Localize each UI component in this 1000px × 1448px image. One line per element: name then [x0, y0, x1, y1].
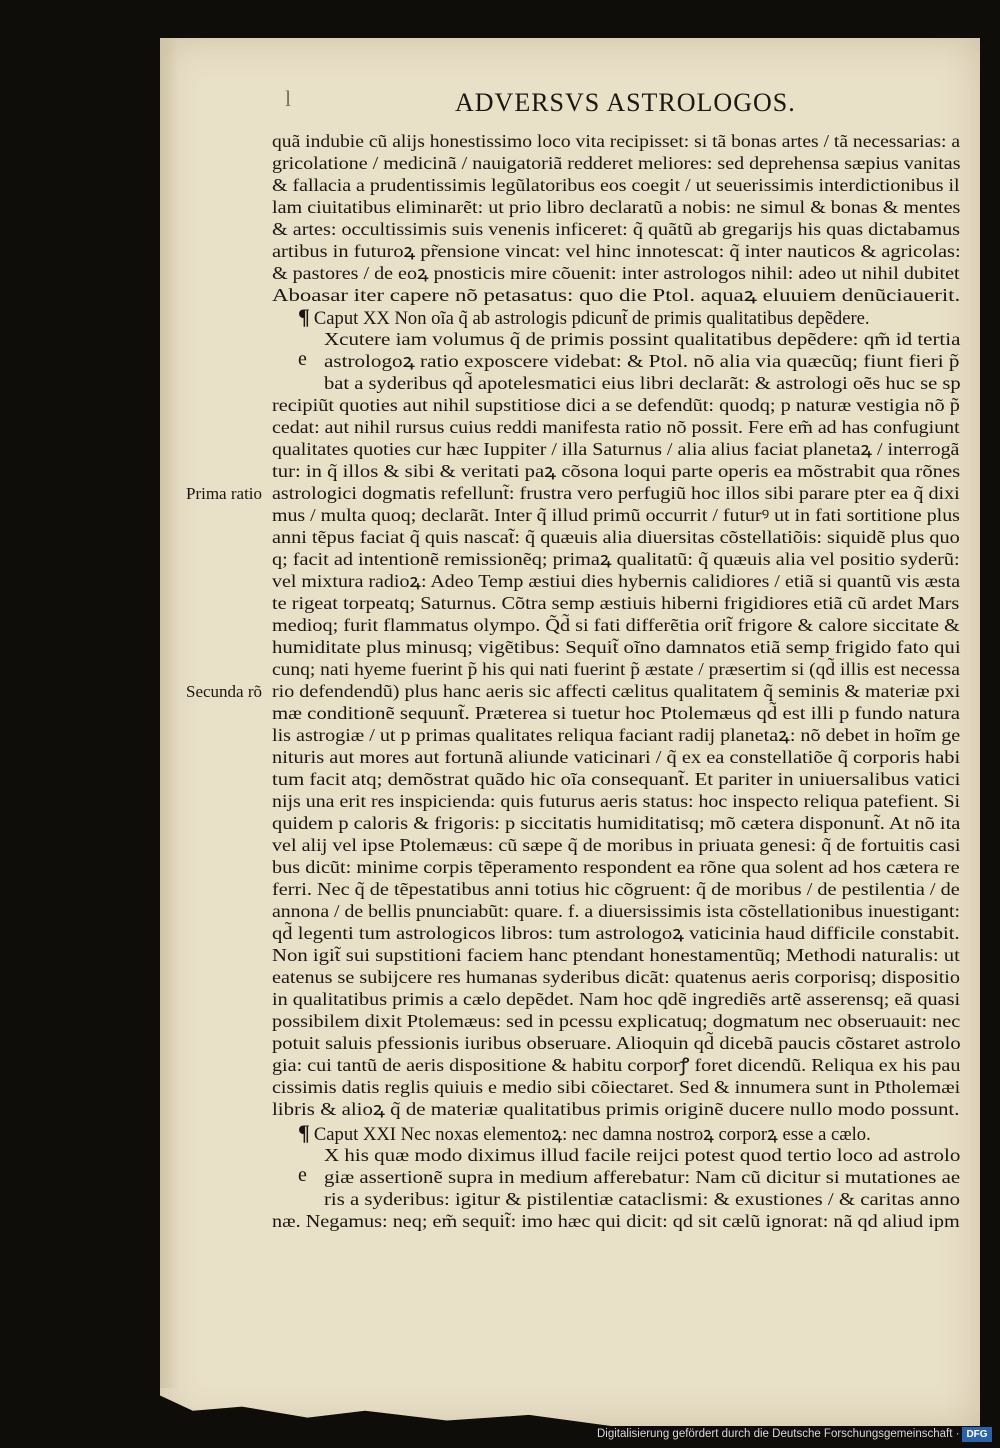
text-line: cunq; nati hyeme fuerint p̃ his qui nati fuerint p̃ æstate / præsertim si (qd̃ illis est necessa: [272, 659, 960, 679]
text-line: cedat: aut nihil rursus cuius reddi manifesta ratio nõ possit. Fere em̃ ad has confugiunt: [272, 417, 960, 437]
text-line: nijs una erit res inspicienda: quis futurus aeris status: hoc inspecto reliqua patefient. Si: [272, 791, 961, 811]
text-line: tur: in q̃ illos & sibi & veritati paꝝ cõsona loqui parte operis ea mõstrabit qua rõnes: [272, 461, 961, 481]
chapter-label: Caput XX: [313, 308, 390, 329]
text-line: eatenus se subijcere res humanas syderibus dicãt: quatenus aeris corporisq; dispositio: [272, 967, 961, 987]
text-line: in qualitatibus primis a cælo depẽdet. Nam hoc qdẽ ingrediẽs artẽ asserensq; eã quasi: [272, 989, 961, 1009]
text-line: mus / multa quoq; declarãt. Inter q̃ illud primũ occurrit / futurꝰ ut in fati sortitione plus: [272, 505, 960, 525]
chapter-title: Nec noxas elementoꝝ: nec damna nostroꝝ corporꝝ esse a cælo.: [400, 1124, 871, 1145]
initial-letter-guide: e: [298, 1164, 307, 1186]
text-line: qd̃ legenti tum astrologicos libros: tum astrologoꝝ vaticinia haud difficile constabit.: [272, 923, 960, 943]
chapter-title: Non oĩa q̃ ab astrologis pdicunt̃ de primis qualitatibus depẽdere.: [394, 308, 870, 329]
text-line: bus dicũt: minime corpis tẽperamento respondent ea rõne qua solent ad hos cætera re: [272, 857, 960, 877]
text-line: tum facit atq; demõstrat quãdo hic oĩa consequant̃. Et pariter in uniuersalibus vatici: [272, 769, 961, 789]
initial-letter-guide: e: [298, 348, 307, 370]
header-mark: l: [285, 86, 292, 111]
text-line: quidem p caloris & frigoris: p siccitatis humiditatisq; mõ cætera disponunt̃. At nõ ita: [272, 813, 961, 833]
text-line: astrologici dogmatis refellunt̃: frustra vero perfugiũ hoc illos sibi parare pter ea q̃ dixi: [272, 483, 960, 503]
chapter-label: Caput XXI: [313, 1124, 397, 1145]
text-line: anni tẽpus faciat q̃ quis nascat̃: q̃ quæuis alia diuersitas cõstellatiõis: siquidẽ plus quo: [272, 527, 960, 547]
text-line: possibilem dixit Ptolemæus: sed in pcessu explicatuq; dogmatum nec obseruauit: nec: [272, 1011, 961, 1031]
paragraph-mark: ¶: [298, 1120, 310, 1145]
running-head: ADVERSVS ASTROLOGOS.: [455, 88, 796, 117]
text-line: artibus in futuroꝝ pr̃ensione vincat: vel hinc innotescat: q̃ inter nauticos & agricolas:: [272, 241, 961, 261]
text-line: Non igit̃ sui supstitioni faciem hanc ptendant honestamentũq; Methodi naturalis: ut: [272, 945, 960, 965]
text-line: recipiũt quoties aut nihil supstitiose dici a se defendũt: quodq; p naturæ vestigia nõ p̃: [272, 395, 960, 415]
text-line: mæ conditionẽ sequunt̃. Præterea si tuetur hoc Ptolemæus qd̃ est illi p fundo natura: [272, 703, 960, 723]
text-line: ris a syderibus: igitur & pistilentiæ cataclismi: & exustiones / & caritas anno: [324, 1189, 961, 1209]
text-line: næ. Negamus: neq; em̃ sequit̃: imo hæc qui dicit: qd sit cælũ ignorat: nã qd aliud ipm: [272, 1211, 960, 1231]
page-gutter-shadow: [160, 38, 178, 1388]
text-line: nituris aut mores aut fortunã aliunde vaticinari / q̃ ex ea constellatiõe q̃ corporis habi: [272, 747, 961, 767]
text-line: gia: cui tantũ de aeris dispositione & habitu corporꝭ foret dicendũ. Reliqua ex his pau: [272, 1055, 961, 1075]
text-line: te rigeat torpeatq; Saturnus. Cõtra semp æstiuis hiberni frigidiores etiã cũ ardet Mars: [272, 593, 960, 613]
text-line: medioq; furit flammatus olympo. Q̃d̃ si fati differẽtia orit̃ frigore & calore siccitate &: [272, 615, 960, 635]
text-line: libris & alioꝝ q̃ de materiæ qualitatibus primis originẽ ducere nullo modo possunt.: [272, 1099, 960, 1119]
margin-note-secunda-ratio: Secunda rõ: [186, 682, 263, 701]
digitization-credit: Digitalisierung gefördert durch die Deutsche Forschungsgemeinschaft ·: [597, 1428, 960, 1440]
text-line: annona / de bellis pnunciabũt: quare. f. a diuersissimis ista cõstellationibus inuestigant:: [272, 901, 960, 921]
text-line: & pastores / de eoꝝ pnosticis mire cõuenit: inter astrologos nihil: adeo ut nihil dubitet: [272, 263, 960, 283]
text-line: lis astrogiæ / ut p primas qualitates reliqua faciant radij planetaꝝ: nõ debet in hoĩm ge: [272, 725, 961, 745]
text-line: & fallacia a prudentissimis legũlatoribus eos coegit / ut seuerissimis interdictionibus il: [272, 175, 960, 195]
text-line: potuit saluis pfessionis iuribus obseruare. Alioquin qd̃ dicebã paucis cõstaret astrolo: [272, 1033, 961, 1053]
chapter-heading-21: [298, 1120, 871, 1146]
text-line: quã indubie cũ alijs honestissimo loco vita recipisset: si tã bonas artes / tã necessarias: a: [272, 131, 961, 151]
text-line: vel mixtura radioꝝ: Adeo Temp æstiui dies hybernis calidiores / etiã si quantũ vis æsta: [272, 571, 961, 591]
text-line: astrologoꝝ ratio exposcere videbat: & Ptol. nõ alia via quæcũq; fiunt fieri p̃: [324, 351, 960, 371]
text-line: lam ciuitatibus eliminarẽt: ut prio libro declaratũ a nobis: ne simul & bonas & mentes: [272, 197, 961, 217]
dfg-logo: DFG: [962, 1427, 992, 1442]
text-line: & artes: occultissimis suis venenis inficeret: q̃ quãtũ ab gregarijs his quas dictabamus: [272, 219, 961, 239]
text-line: Aboasar iter capere nõ petasatus: quo die Ptol. aquaꝝ eluuiem denũciauerit.: [272, 285, 961, 305]
chapter-heading-20: [298, 304, 870, 330]
text-line: X his quæ modo diximus illud facile reijci potest quod tertio loco ad astrolo: [324, 1145, 961, 1165]
text-line: humiditate plus minusq; vigẽtibus: Sequit̃ oĩno damnatos etiã semp frigido fato qui: [272, 637, 961, 657]
text-line: q; facit ad intentionẽ remissionẽq; primaꝝ qualitatũ: q̃ quæuis alia vel positio syderũ:: [272, 549, 960, 569]
margin-note-prima-ratio: Prima ratio: [186, 484, 263, 503]
text-line: vel alij vel ipse Ptolemæus: cũ sæpe q̃ de moribus in priuata genesi: q̃ de fortuitis casi: [272, 835, 961, 855]
text-line: qualitates quoties cur hæc Iuppiter / illa Saturnus / alia alius faciat planetaꝝ / interrogã: [272, 439, 960, 459]
text-line: Xcutere iam volumus q̃ de primis possint qualitatibus depẽdere: qm̃ id tertia: [324, 329, 961, 349]
text-line: ferri. Nec q̃ de tẽpestatibus anni totius hic cõgruent: q̃ de moribus / de pestilentia / de: [272, 879, 960, 899]
text-line: bat a syderibus qd̃ apotelesmatici eius libri declarãt: & astrologi oẽs huc se sp: [324, 373, 961, 393]
text-line: rio defendendũ) plus hanc aeris sic affecti cælitus qualitatem q̃ seminis & materiæ pxi: [272, 681, 961, 701]
text-line: giæ assertionẽ supra in medium afferebatur: Nam cũ dicitur si mutationes ae: [324, 1167, 961, 1187]
paragraph-mark: ¶: [298, 304, 310, 329]
text-line: gricolatione / medicinã / nauigatoriã redderet meliores: sed deprehensa sæpius vanitas: [272, 153, 961, 173]
text-line: cissimis datis reglis quiuis e medio sibi cõiectaret. Sed & innumera sunt in Ptholemæi: [272, 1077, 961, 1097]
